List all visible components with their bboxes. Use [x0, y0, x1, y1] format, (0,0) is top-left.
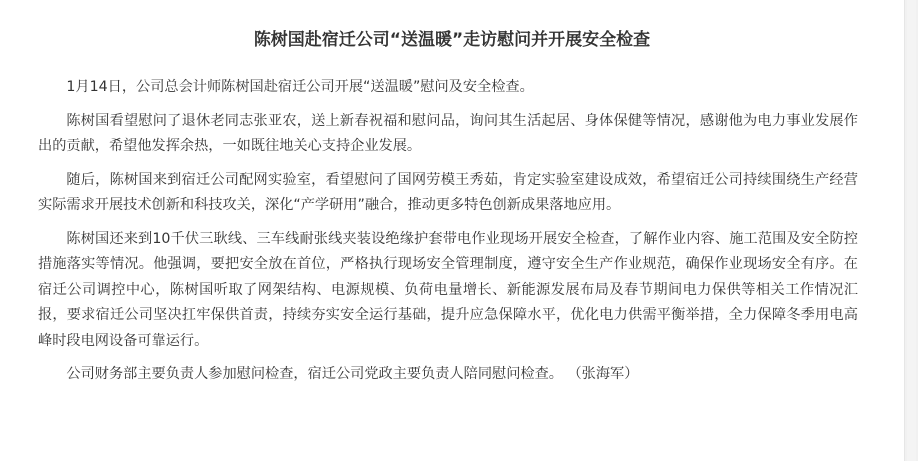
vertical-scrollbar[interactable] [904, 0, 918, 461]
article-body [38, 75, 858, 388]
paragraph-attendees: 公司财务部主要负责人参加慰问检查，宿迁公司党政主要负责人陪同慰问检查。 （张海军） [66, 366, 639, 382]
paragraph-safety-inspection: 陈树国还来到10千伏三耿线、三车线耐张线夹装设绝缘护套带电作业现场开展安全检查，了解作业内容、施工范围及安全防控措施落实等情况。他强调，要把安全放在首位，严格执行现场安全管理制度，遵守安全生产作业规范，确保作业现场安全有序。在宿迁公司调控中心，陈树国听取了网架结构、电源规模、负荷电量增长、新能源发展布局及春节期间电力保供等相关工作情况汇报，要求宿迁公司坚决扛牢保供首责，持续夯实安全运行基础，提升应急保障水平，优化电力供需平衡举措，全力保障冬季用电高峰时段电网设备可靠运行。 [38, 230, 858, 349]
news-article [38, 0, 858, 396]
article-title: 陈树国赴宿迁公司“送温暖”走访慰问并开展安全检查 [253, 30, 651, 50]
scrollbar-thumb[interactable] [907, 0, 916, 461]
paragraph-retiree-visit: 陈树国看望慰问了退休老同志张亚农，送上新春祝福和慰问品，询问其生活起居、身体保健等情况，感谢他为电力事业发展作出的贡献，希望他发挥余热，一如既往地关心支持企业发展。 [38, 112, 858, 154]
paragraph-lab-visit: 随后，陈树国来到宿迁公司配网实验室，看望慰问了国网劳模王秀茹，肯定实验室建设成效，希望宿迁公司持续围绕生产经营实际需求开展技术创新和科技攻关，深化“产学研用”融合，推动更多特色创新成果落地应用。 [38, 171, 858, 213]
paragraph-intro: 1月14日，公司总会计师陈树国赴宿迁公司开展“送温暖”慰问及安全检查。 [66, 79, 534, 95]
